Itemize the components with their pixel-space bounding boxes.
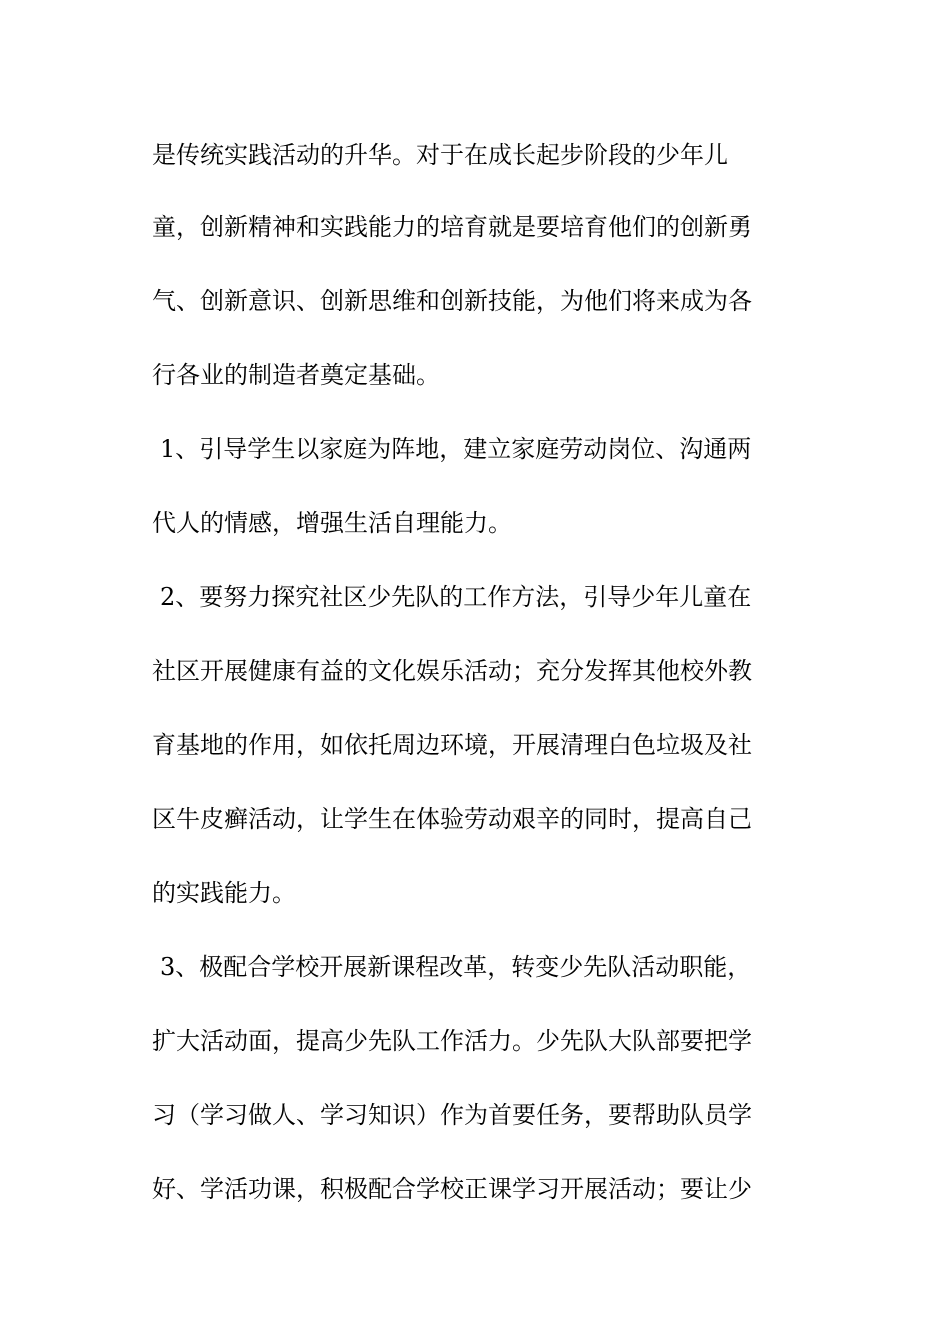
text-line: 社区开展健康有益的文化娱乐活动；充分发挥其他校外教 bbox=[152, 657, 752, 685]
text-line: 气、创新意识、创新思维和创新技能，为他们将来成为各 bbox=[152, 287, 752, 315]
text-line: 代人的情感，增强生活自理能力。 bbox=[152, 509, 512, 537]
text-line: 区牛皮癣活动，让学生在体验劳动艰辛的同时，提高自己 bbox=[152, 805, 752, 833]
text-line: 扩大活动面，提高少先队工作活力。少先队大队部要把学 bbox=[152, 1027, 752, 1055]
text-line: 行各业的制造者奠定基础。 bbox=[152, 361, 440, 389]
text-line: 好、学活功课，积极配合学校正课学习开展活动；要让少 bbox=[152, 1175, 752, 1203]
text-line: 习（学习做人、学习知识）作为首要任务，要帮助队员学 bbox=[152, 1101, 752, 1129]
text-line: 童，创新精神和实践能力的培育就是要培育他们的创新勇 bbox=[152, 213, 752, 241]
text-line: 3、极配合学校开展新课程改革，转变少先队活动职能， bbox=[160, 953, 752, 981]
text-line: 2、要努力探究社区少先队的工作方法，引导少年儿童在 bbox=[160, 583, 752, 611]
text-line: 1、引导学生以家庭为阵地，建立家庭劳动岗位、沟通两 bbox=[160, 435, 752, 463]
text-line: 的实践能力。 bbox=[152, 879, 296, 907]
text-line: 是传统实践活动的升华。对于在成长起步阶段的少年儿 bbox=[152, 141, 728, 169]
text-line: 育基地的作用，如依托周边环境，开展清理白色垃圾及社 bbox=[152, 731, 752, 759]
